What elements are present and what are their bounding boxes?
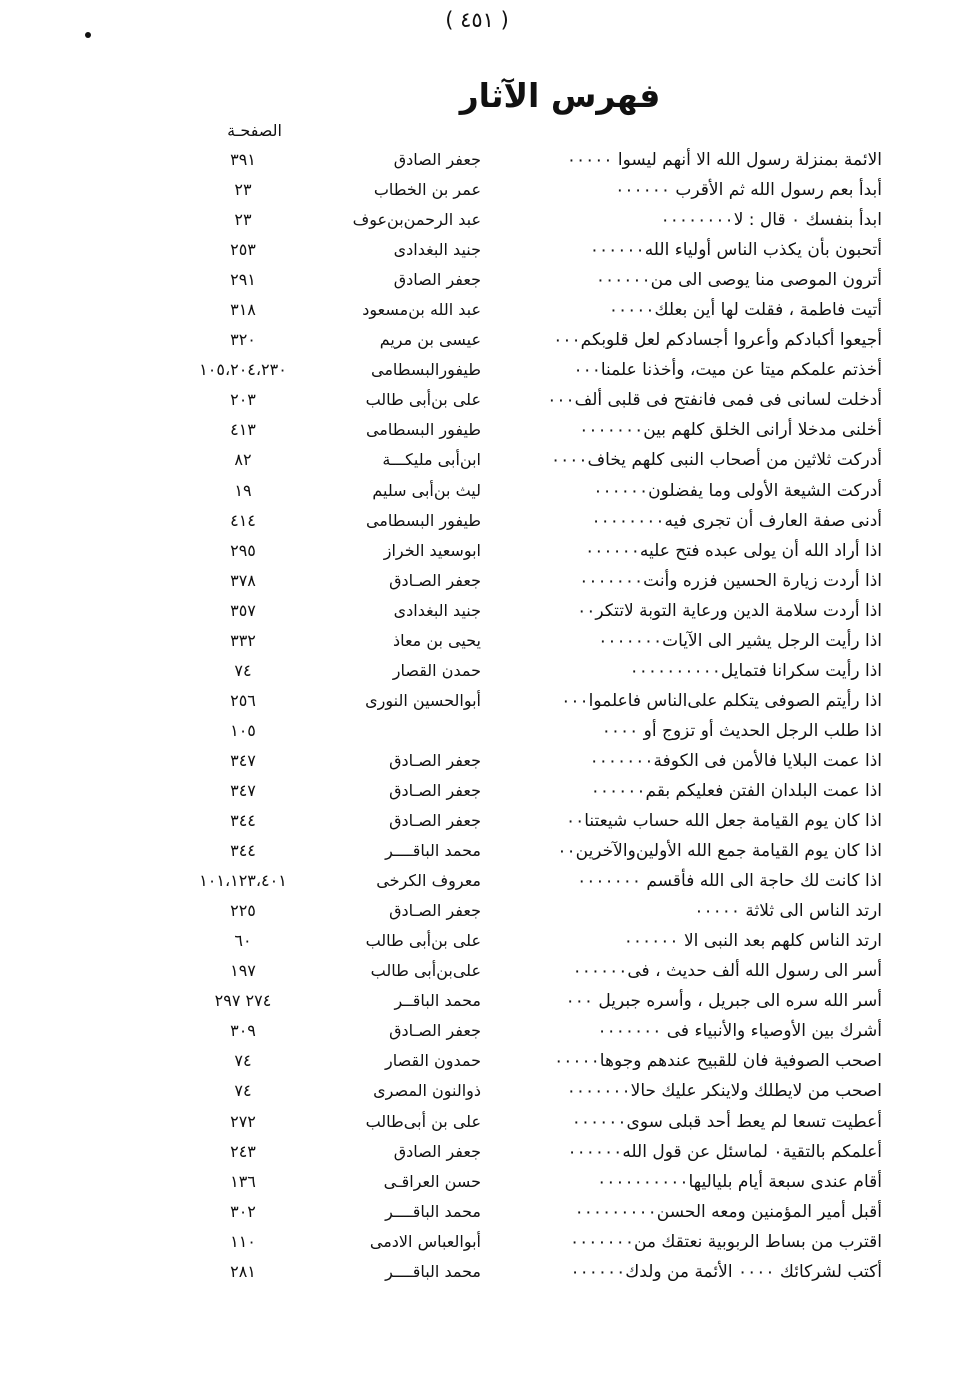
narrator-name: على بن‌أبى طالب — [365, 931, 481, 951]
athar-text: أتحبون بأن يكذب الناس أولياء الله٠٠٠٠٠٠ — [589, 240, 882, 261]
page-reference: ٢٩١ — [230, 270, 256, 290]
index-row — [0, 956, 954, 986]
index-row — [0, 355, 954, 385]
athar-text: أقبل أمير المؤمنين ومعه الحسن٠٠٠٠٠٠٠٠٠ — [574, 1201, 882, 1222]
index-row — [0, 175, 954, 205]
narrator-name: طيفور البسطامى — [365, 510, 481, 530]
index-row — [0, 986, 954, 1016]
index-row — [0, 1137, 954, 1167]
athar-text: ابدأ بنفسك ٠ قال : لا٠٠٠٠٠٠٠٠ — [660, 210, 882, 231]
narrator-name: جعفر الصادق — [393, 150, 481, 169]
index-row — [0, 1016, 954, 1046]
athar-text: اذا كان يوم القيامة جمع الله الأولين‌والآخرين٠٠ — [557, 841, 882, 862]
narrator-name: جعفر الصادق — [393, 1141, 481, 1161]
index-row — [0, 776, 954, 806]
index-row — [0, 385, 954, 415]
athar-text: اذا رأيتم الصوفى يتكلم على‌الناس فاعلموا٠٠٠ — [561, 690, 882, 711]
narrator-name: جنيد البغدادى — [393, 240, 481, 260]
page-reference: ٢٢٥ — [230, 901, 256, 921]
narrator-name: جعفر الصـادق — [389, 780, 481, 800]
page-reference: ٣٥٧ — [230, 600, 256, 620]
athar-text: أدركت الشيعة الأولى وما يفضلون٠٠٠٠٠٠ — [593, 480, 882, 501]
athar-text: اذا أراد الله أن يولى عبده فتح عليه٠٠٠٠٠٠ — [585, 540, 882, 561]
narrator-name: جعفر الصادق — [393, 270, 481, 290]
index-row — [0, 836, 954, 866]
page-reference: ١٩٧ — [230, 961, 256, 981]
page-reference: ٢٧٤ ٢٩٧ — [214, 991, 272, 1011]
athar-text: أعطيت تسعا لم يعط أحد قبلى سوى٠٠٠٠٠٠ — [571, 1111, 882, 1132]
athar-text: اذا أردت زيارة الحسين فزره وأنت٠٠٠٠٠٠٠ — [579, 570, 882, 591]
index-row — [0, 596, 954, 626]
index-row — [0, 1197, 954, 1227]
narrator-name: على بن أبى‌طالب — [365, 1111, 481, 1131]
page-reference: ٢٣ — [234, 210, 252, 230]
athar-text: اقترب من بساط الربوبية نعتقك من٠٠٠٠٠٠٠ — [570, 1231, 882, 1252]
page-reference: ٢٩٥ — [230, 540, 256, 560]
index-row — [0, 1076, 954, 1106]
athar-text: أخذتم علمكم ميتا عن ميت، وأخذنا علمنا٠٠٠ — [573, 360, 882, 381]
page-column-header: الصفحـة — [227, 121, 282, 140]
index-row — [0, 866, 954, 896]
athar-text: ارتد الناس الى ثلاثة ٠٠٠٠٠ — [694, 901, 882, 922]
index-row — [0, 686, 954, 716]
narrator-name: ابوسعيد الخراز — [383, 540, 481, 560]
athar-text: أتيت فاطمة ، فقلت لها أين بعلك٠٠٠٠٠ — [608, 300, 882, 321]
athar-text: أعلمكم بالتقية٠ لماسئل عن قول الله٠٠٠٠٠٠ — [567, 1141, 882, 1162]
athar-text: اذا طلب الرجل الحديث أو تزوج أو ٠٠٠٠ — [601, 720, 882, 741]
index-row — [0, 415, 954, 445]
narrator-name: جعفر الصـادق — [389, 570, 481, 590]
athar-text: اذا رأيت سكرانا فتمايل٠٠٠٠٠٠٠٠٠٠ — [629, 660, 882, 681]
index-row — [0, 145, 954, 175]
index-row — [0, 265, 954, 295]
index-row — [0, 1167, 954, 1197]
page-reference: ٢٨١ — [230, 1261, 256, 1281]
page-reference: ٣٠٢ — [230, 1201, 256, 1221]
page-reference: ٣١٨ — [230, 300, 256, 320]
athar-text: أخلنى مدخلا أرانى الخلق كلهم بين٠٠٠٠٠٠٠ — [579, 420, 882, 441]
athar-text: اذا كان يوم القيامة جعل الله حساب شيعتنا٠٠ — [565, 811, 882, 832]
narrator-name: على‌بن‌أبى طالب — [370, 961, 481, 981]
page-reference: ٢٤٣ — [230, 1141, 256, 1161]
narrator-name: يحيى بن معاذ — [392, 630, 481, 650]
page-title: فهرس الآثار — [459, 76, 661, 115]
narrator-name: محمد الباقــــر — [385, 1201, 481, 1221]
page-reference: ٦٠ — [234, 931, 252, 951]
index-row — [0, 716, 954, 746]
narrator-name: أبوالعباس الادمى — [369, 1231, 481, 1251]
narrator-name: ابن‌أبى مليكـــة — [382, 450, 481, 470]
index-row — [0, 566, 954, 596]
index-row — [0, 1227, 954, 1257]
index-row — [0, 445, 954, 475]
index-row — [0, 806, 954, 836]
page-reference: ٧٤ — [234, 1081, 252, 1101]
index-row — [0, 506, 954, 536]
page-reference: ٢٣ — [234, 180, 252, 200]
page-number: ( ٤٥١ ) — [445, 8, 509, 32]
narrator-name: حمدن القصار — [392, 660, 481, 680]
page-reference: ٤١٣ — [230, 420, 256, 440]
athar-text: أسر الى رسول الله ألف حديث ، فى٠٠٠٠٠٠ — [572, 961, 882, 982]
narrator-name: عبد الله بن‌مسعود — [362, 300, 481, 320]
index-row — [0, 536, 954, 566]
athar-text: ارتد الناس كلهم بعد النبى الا ٠٠٠٠٠٠ — [623, 931, 882, 952]
narrator-name: محمد الباقــر — [394, 991, 481, 1011]
athar-text: أقام عندى سبعة أيام بلياليها٠٠٠٠٠٠٠٠٠٠ — [597, 1171, 882, 1192]
narrator-name: ذوالنون المصرى — [373, 1081, 481, 1101]
athar-text: الائمة بمنزلة رسول الله الا أنهم ليسوا ٠٠٠٠٠ — [566, 150, 882, 170]
page-reference: ٤١٤ — [230, 510, 256, 530]
narrator-name: طيفورالبسطامى — [371, 360, 481, 380]
index-table — [0, 145, 954, 1287]
narrator-name: على بن‌أبى طالب — [365, 390, 481, 410]
athar-text: اذا أردت سلامة الدين ورعاية التوبة لاتتكر٠٠ — [577, 600, 882, 621]
page-reference: ٨٢ — [234, 450, 252, 470]
index-row — [0, 1046, 954, 1076]
index-row — [0, 896, 954, 926]
page-reference: ٣٤٧ — [230, 750, 256, 770]
page-reference: ٢٥٦ — [230, 690, 256, 710]
page-reference: ٣٩١ — [230, 150, 256, 169]
page-reference: ٢٠٣ — [230, 390, 256, 410]
index-row — [0, 746, 954, 776]
athar-text: أسر الله سره الى جبريل ، وأسره جبريل ٠٠٠ — [565, 991, 882, 1012]
athar-text: اذا كانت لك حاجة الى الله فأقسم ٠٠٠٠٠٠٠ — [577, 871, 882, 892]
athar-text: أدخلت لسانى فى فمى فانفتح فى قلبى ألف٠٠٠ — [547, 390, 882, 411]
index-row — [0, 476, 954, 506]
narrator-name: حمدون القصار — [385, 1051, 481, 1071]
narrator-name: عيسى بن مريم — [379, 330, 481, 350]
index-row — [0, 656, 954, 686]
page-reference: ١١٠ — [230, 1231, 256, 1251]
athar-text: اذا عمت البلدان الفتن فعليكم بقم٠٠٠٠٠٠ — [590, 780, 882, 801]
athar-text: اصحب من لايطلك ولاينكر عليك حالا٠٠٠٠٠٠٠ — [566, 1081, 882, 1102]
athar-text: أدركت ثلاثين من أصحاب النبى كلهم يخاف٠٠٠٠ — [551, 450, 882, 471]
page-reference: ٣٤٧ — [230, 780, 256, 800]
page-reference: ١٠٥ — [230, 720, 256, 740]
page-reference: ١٩ — [234, 480, 252, 500]
athar-text: أكتب لشركائك ٠٠٠٠ الأئمة من ولدك٠٠٠٠٠٠ — [570, 1261, 882, 1282]
page-reference: ١٠١،١٢٣،٤٠١ — [199, 871, 287, 891]
narrator-name: جعفر الصـادق — [389, 901, 481, 921]
narrator-name: عمر بن الخطاب — [373, 180, 481, 200]
page-reference: ٣٤٤ — [230, 811, 256, 831]
page-reference: ٣٤٤ — [230, 841, 256, 861]
page-reference: ٧٤ — [234, 660, 252, 680]
page-reference: ٣٧٨ — [230, 570, 256, 590]
index-row — [0, 1257, 954, 1287]
page-reference: ٢٧٢ — [230, 1111, 256, 1131]
narrator-name: جعفر الصـادق — [389, 750, 481, 770]
page-reference: ١٠٥،٢٠٤،٢٣٠ — [199, 360, 287, 380]
athar-text: أبدأ بعم رسول الله ثم الأقرب ٠٠٠٠٠٠ — [615, 180, 882, 201]
index-row — [0, 235, 954, 265]
athar-text: اذا عمت البلايا فالأمن فى الكوفة٠٠٠٠٠٠٠ — [589, 750, 882, 771]
ink-dot — [85, 32, 91, 38]
narrator-name: جعفر الصـادق — [389, 811, 481, 831]
athar-text: أترون الموصى منا يوصى الى من٠٠٠٠٠٠ — [595, 270, 882, 291]
narrator-name: جنيد البغدادى — [393, 600, 481, 620]
index-row — [0, 626, 954, 656]
page-reference: ٣٠٩ — [230, 1021, 256, 1041]
athar-text: أجيعوا أكبادكم وأعروا أجسادكم لعل قلوبكم٠٠٠ — [553, 330, 882, 351]
narrator-name: ليث بن‌أبى سليم — [372, 480, 481, 500]
index-row — [0, 205, 954, 235]
page-reference: ٧٤ — [234, 1051, 252, 1071]
index-row — [0, 1107, 954, 1137]
index-row — [0, 325, 954, 355]
narrator-name: حسن العراقـى — [383, 1171, 481, 1191]
athar-text: أشرك بين الأوصياء والأنبياء فى ٠٠٠٠٠٠٠ — [597, 1021, 882, 1042]
athar-text: اصحب الصوفية فان للقبيح عندهم وجوها٠٠٠٠٠ — [554, 1051, 882, 1072]
athar-text: أدنى صفة العارف أن تجرى فيه٠٠٠٠٠٠٠٠ — [591, 510, 882, 531]
narrator-name: أبوالحسين النورى — [365, 690, 481, 710]
narrator-name: محمد الباقــــر — [385, 1261, 481, 1281]
narrator-name: معروف الكرخى — [376, 871, 481, 891]
narrator-name: جعفر الصـادق — [389, 1021, 481, 1041]
narrator-name: محمد الباقــــر — [385, 841, 481, 861]
index-row — [0, 295, 954, 325]
index-row — [0, 926, 954, 956]
narrator-name: عبد الرحمن‌بن‌عوف — [352, 210, 481, 230]
page-reference: ١٣٦ — [230, 1171, 256, 1191]
athar-text: اذا رأيت الرجل يشير الى الآيات٠٠٠٠٠٠٠ — [598, 630, 882, 651]
page-reference: ٢٥٣ — [230, 240, 256, 260]
page-reference: ٣٣٢ — [230, 630, 256, 650]
narrator-name: طيفور البسطامى — [365, 420, 481, 440]
page-reference: ٣٢٠ — [230, 330, 256, 350]
